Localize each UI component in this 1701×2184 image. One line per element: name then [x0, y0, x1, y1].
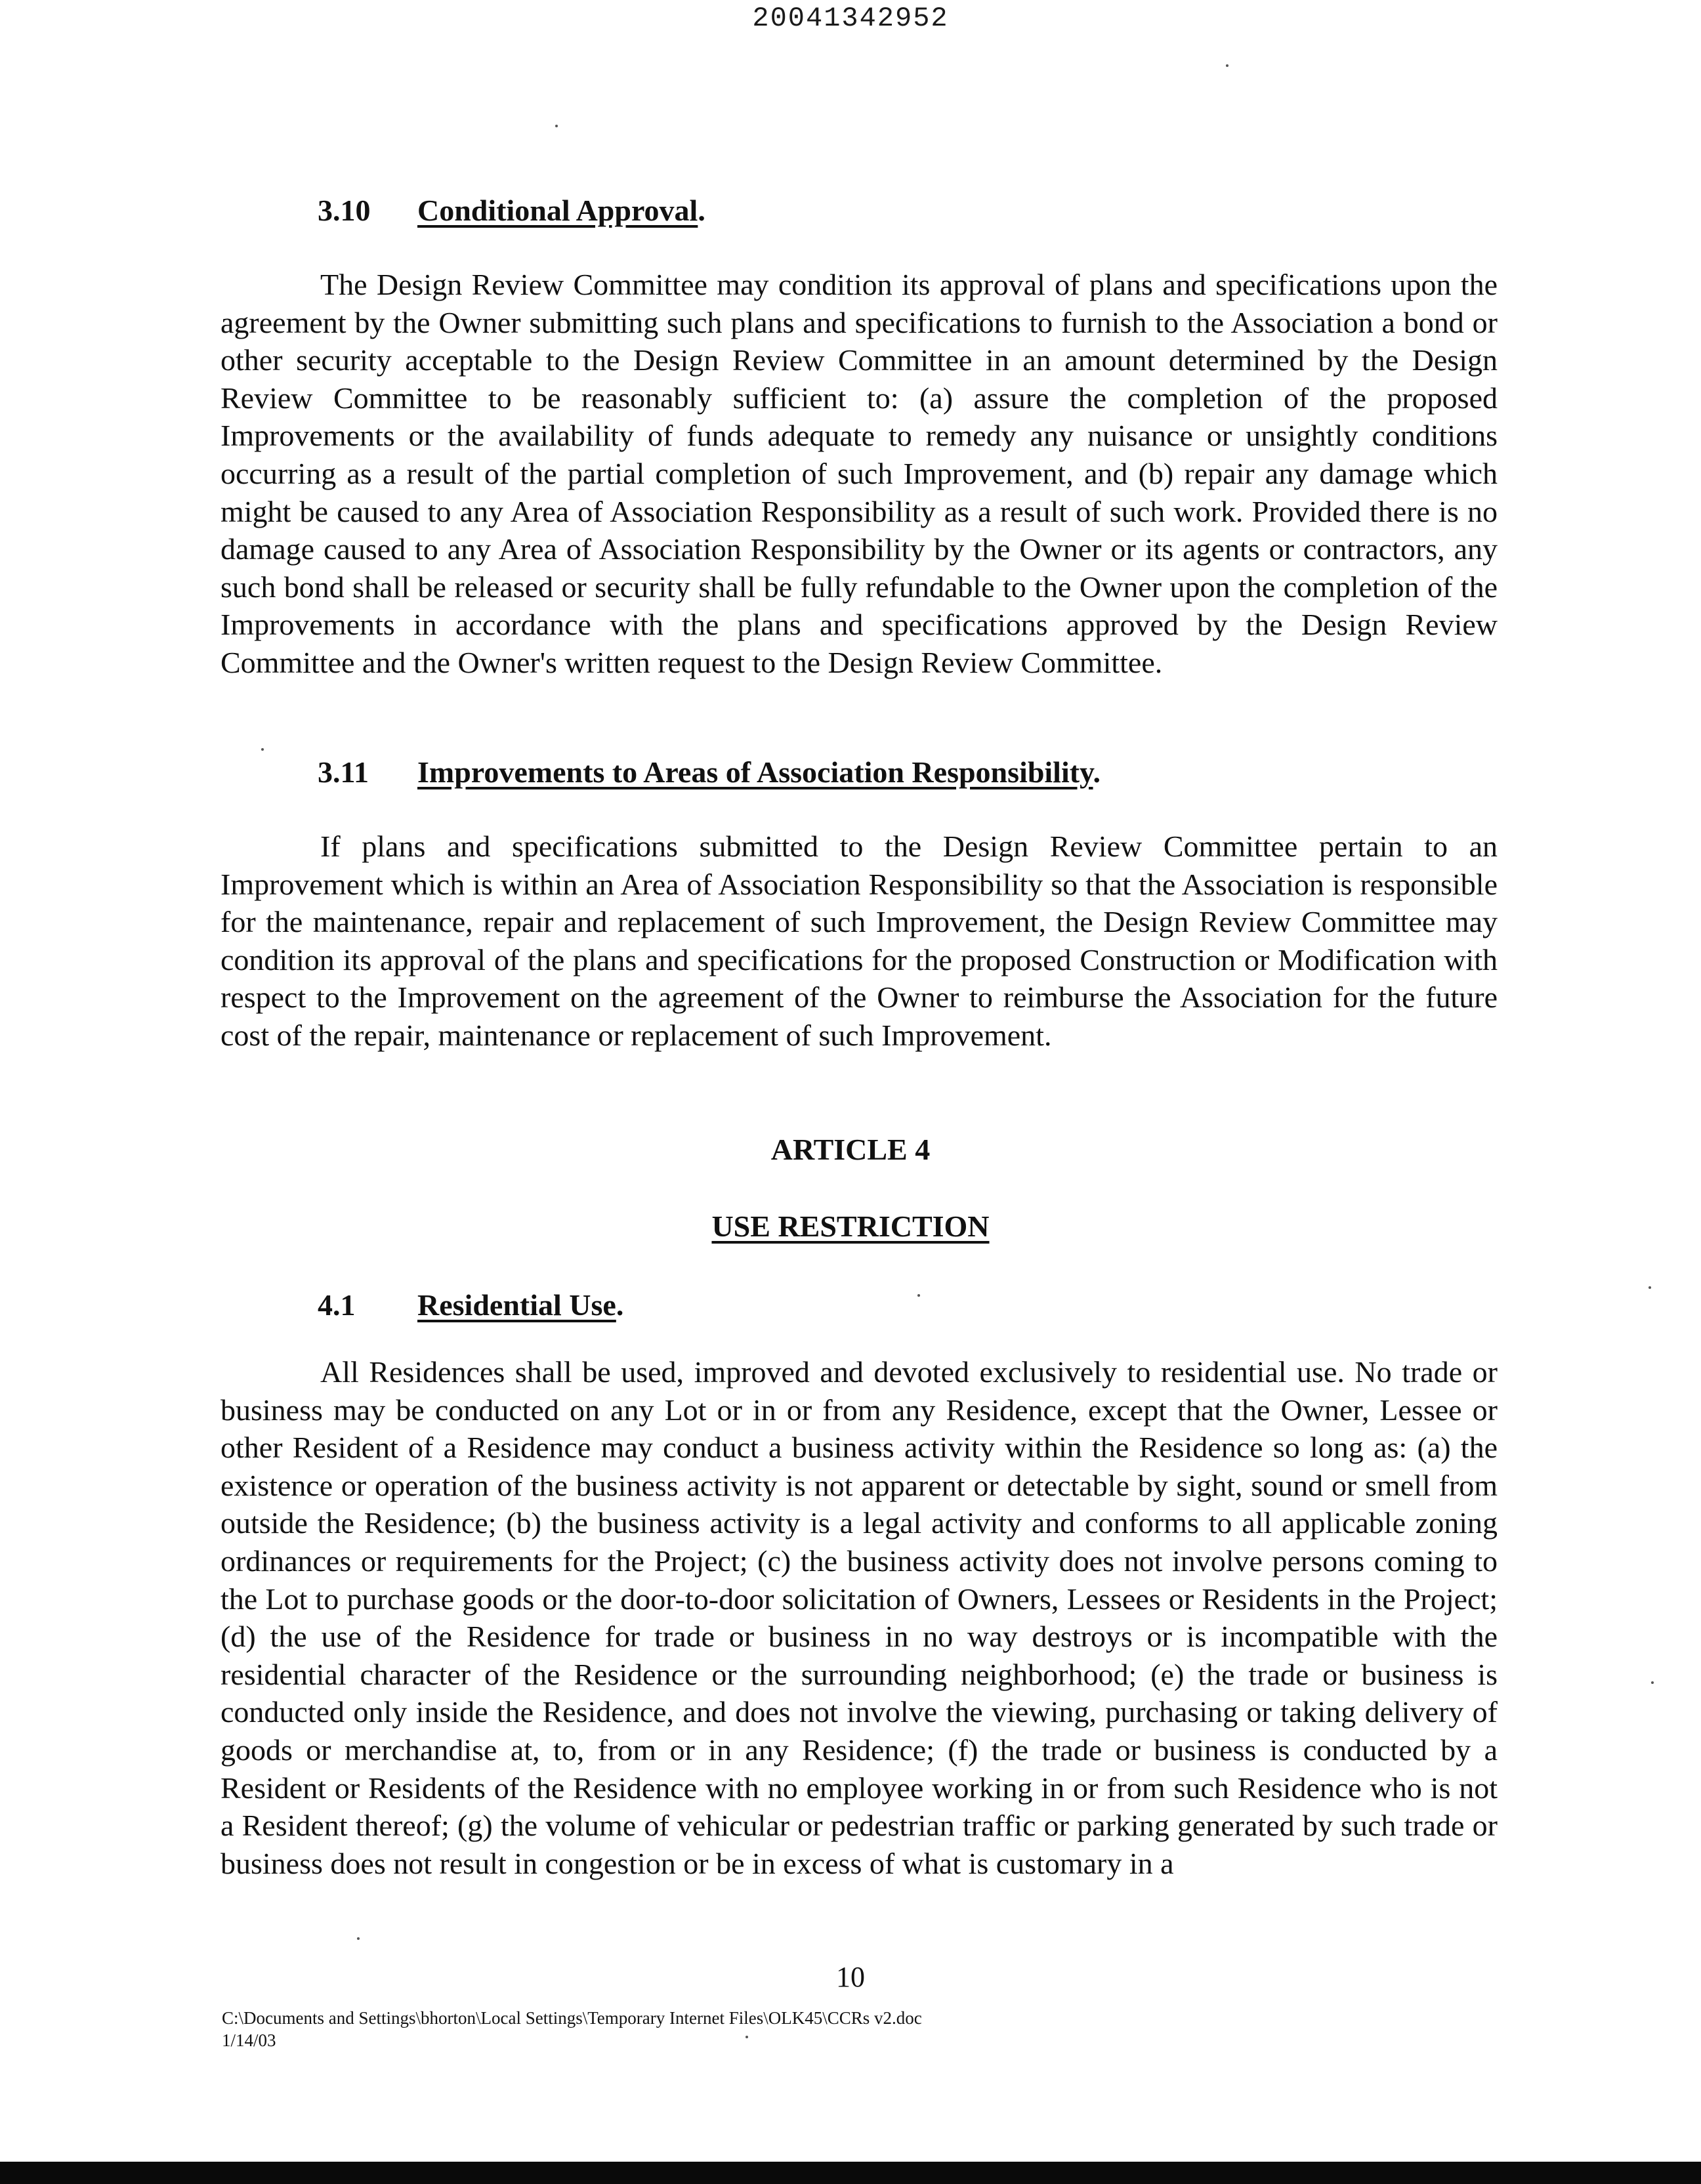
section-title: Conditional Approval	[417, 194, 698, 227]
section-heading-3-10: 3.10 Conditional Approval.	[318, 194, 705, 227]
section-heading-3-11: 3.11 Improvements to Areas of Association Responsibility.	[318, 755, 1101, 789]
scan-bottom-border	[0, 2162, 1701, 2184]
scan-speck	[746, 2036, 748, 2038]
scan-speck	[1226, 64, 1228, 67]
document-number: 20041342952	[752, 3, 949, 34]
scan-speck	[917, 1294, 920, 1297]
section-title: Improvements to Areas of Association Responsibility	[417, 755, 1093, 789]
footer-date: 1/14/03	[222, 2030, 276, 2050]
scan-speck	[555, 125, 558, 127]
section-number: 4.1	[318, 1288, 356, 1322]
section-heading-4-1: 4.1 Residential Use.	[318, 1288, 624, 1322]
scan-speck	[357, 1937, 360, 1940]
section-number: 3.10	[318, 194, 371, 227]
section-body-3-11: If plans and specifications submitted to the Design Review Committee pertain to an Improvement which is within an Area of Association Responsibility so that the Association is responsible for the maintenance, repair and replacement of such Improvement, the Design Review Committee may condition its approval of the plans and specifications for the proposed Construction or Modification with respect to the Improvement on the agreement of the Owner to reimburse the Association for the future cost of the repair, maintenance or replacement of such Improvement.	[220, 830, 1498, 1052]
scan-speck	[1648, 1286, 1651, 1289]
section-number: 3.11	[318, 755, 369, 789]
section-title: Residential Use	[417, 1288, 616, 1322]
section-body-4-1: All Residences shall be used, improved and devoted exclusively to residential use. No trade or business may be conducted on any Lot or in or from any Residence, except that the Owner, Lessee or other Resident of a Residence may conduct a business activity within the Residence so long as: (a) the existence or operation of the business activity is not apparent or detectable by sight, sound or smell from outside the Residence; (b) the business activity is a legal activity and conforms to all applicable zoning ordinances or requirements for the Project; (c) the business activity does not involve persons coming to the Lot to purchase goods or the door-to-door solicitation of Owners, Lessees or Residents in the Project; (d) the use of the Residence for trade or business in no way destroys or is incompatible with the residential character of the Residence or the surrounding neighborhood; (e) the trade or business is conducted only inside the Residence, and does not involve the viewing, purchasing or taking delivery of goods or merchandise at, to, from or in any Residence; (f) the trade or business is conducted by a Resident or Residents of the Residence with no employee working in or from such Residence who is not a Resident thereof; (g) the volume of vehicular or pedestrian traffic or parking generated by such trade or business does not result in congestion or be in excess of what is customary in a	[220, 1355, 1498, 1880]
section-body-3-10: The Design Review Committee may condition its approval of plans and specifications upon the agreement by the Owner submitting such plans and specifications to furnish to the Association a bond or other security acceptable to the Design Review Committee in an amount determined by the Design Review Committee to be reasonably sufficient to: (a) assure the completion of the proposed Improvements or the availability of funds adequate to remedy any nuisance or unsightly conditions occurring as a result of the partial completion of such Improvement, and (b) repair any damage which might be caused to any Area of Association Responsibility as a result of such work. Provided there is no damage caused to any Area of Association Responsibility by the Owner or its agents or contractors, any such bond shall be released or security shall be fully refundable to the Owner upon the completion of the Improvements in accordance with the plans and specifications approved by the Design Review Committee and the Owner's written request to the Design Review Committee.	[220, 268, 1498, 679]
scan-speck	[1651, 1681, 1654, 1684]
footer-file-path: C:\Documents and Settings\bhorton\Local Settings\Temporary Internet Files\OLK45\CCRs v2.doc	[222, 2008, 922, 2028]
scan-speck	[261, 748, 264, 751]
page-number: 10	[836, 1961, 865, 1993]
article-label: ARTICLE 4	[770, 1133, 931, 1166]
footer	[222, 2007, 922, 2051]
article-title: USE RESTRICTION	[711, 1209, 990, 1243]
